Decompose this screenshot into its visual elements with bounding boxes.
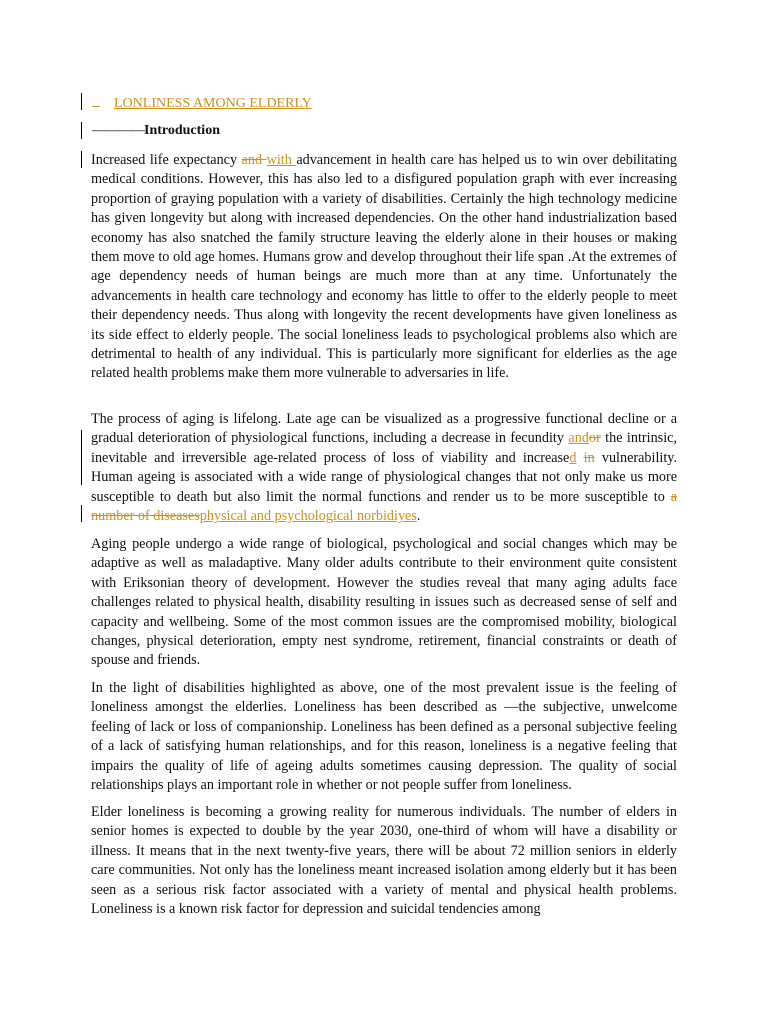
change-bar bbox=[81, 151, 82, 168]
document-title bbox=[92, 94, 312, 112]
text-run: The process of aging is lifelong. Late age can be visualized as a progressive functional decline or a gradual deterioration of physiological functions, including a decrease in fecundity bbox=[91, 411, 677, 447]
text-run bbox=[576, 450, 583, 466]
change-bar bbox=[81, 430, 82, 485]
change-bar bbox=[81, 93, 82, 110]
inserted-text: with bbox=[266, 152, 297, 168]
text-run: advancement in health care has helped us to win over debilitating medical conditions. However, this has also led to a disfigured population graph with ever increasing proportion of graying population with a variety of disabilities. Certainly the high technology medicine has given longevity but along with increased dependencies. On the other hand industrialization based economy has also snatched the family structure leaving the elderly alone in their houses or making them move to old age homes. Humans grow and develop throughout their life span .At the extremes of age dependency needs of human beings are much more than at any time. Unfortunately the advancements in health care technology and economy has little to offer to the elderly people to meet their dependency needs. Thus along with longevity the recent developments have given loneliness as its side effect to elderly people. The social loneliness leads to psychological problems also which are detrimental to health of any individual. This is particularly more significant for elderlies as the age related health problems make them more vulnerable to adversaries in life. bbox=[91, 152, 677, 382]
deleted-text: and bbox=[241, 152, 267, 168]
text-run: . bbox=[416, 508, 421, 525]
heading-text: Introduction bbox=[144, 123, 220, 138]
paragraph-3: Aging people undergo a wide range of biological, psychological and social changes which may be adaptive as well as maladaptive. Many older adults contribute to their environment quite consistent with Eriksonian theory of development. However the studies reveal that many aging adults face challenges related to physical health, disability resulting in issues such as decreased sense of self and capacity and wellbeing. Some of the most common issues are the compromised mobility, biological changes, physical deterioration, empty nest syndrome, retirement, financial constraints or death of spouse and friends. bbox=[91, 536, 677, 669]
text-run: vulnerability. Human ageing is associated with a wide range of physiological changes that not only make us more susceptible to death but also limit the normal functions and render us to be more susceptible to bbox=[91, 449, 677, 505]
inserted-text: d bbox=[569, 449, 577, 466]
deleted-text: or bbox=[588, 430, 601, 447]
text-run: Increased life expectancy bbox=[91, 152, 242, 168]
paragraph-4: In the light of disabilities highlighted as above, one of the most prevalent issue is the feeling of loneliness amongst the elderlies. Loneliness has been described as —the subjective, unwelcome feeling of lack or loss of companionship. Loneliness has been defined as a personal subjective feeling of a lack of satisfying human relationships, and for this reason, loneliness is a negative feeling that impairs the quality of life of ageing adults sometimes causing depression. The quality of social relationships plays an important role in whether or not people suffer from loneliness. bbox=[91, 680, 677, 794]
paragraph-1 bbox=[91, 151, 677, 384]
deleted-text: a number of diseases bbox=[91, 488, 677, 525]
inserted-space bbox=[92, 94, 100, 107]
inserted-text: physical and psychological norbidiyes bbox=[199, 508, 417, 525]
section-heading bbox=[92, 123, 220, 139]
title-text: LONLINESS AMONG ELDERLY bbox=[114, 96, 312, 111]
paragraph-5: Elder loneliness is becoming a growing reality for numerous individuals. The number of elders in senior homes is expected to double by the year 2030, one-third of whom will have a disability or illness. It means that in the next twenty-five years, there will be about 72 million seniors in elderly care communities. Not only has the loneliness meant increased isolation among elderly but it has been seen as a serious risk factor associated with a variety of mental and physical health problems. Loneliness is a known risk factor for depression and suicidal tendencies among bbox=[91, 804, 677, 918]
deleted-text: in bbox=[583, 449, 595, 466]
change-bar bbox=[81, 122, 82, 139]
paragraph-2 bbox=[91, 410, 677, 526]
inserted-text: and bbox=[568, 430, 589, 447]
change-bar bbox=[81, 505, 82, 522]
text-run: the intrinsic, inevitable and irreversible age-related process of loss of viability and increase bbox=[91, 430, 677, 466]
heading-dash: ———— bbox=[92, 123, 144, 138]
